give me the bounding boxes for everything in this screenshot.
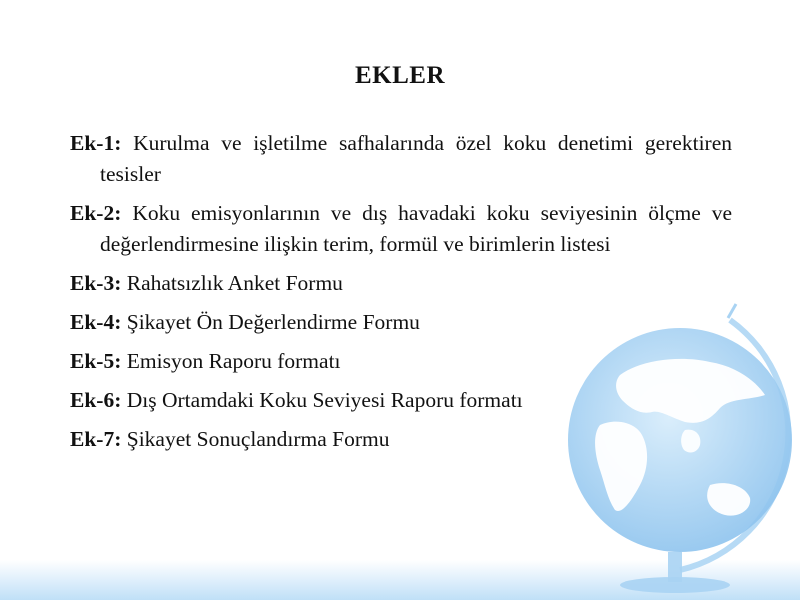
annex-code: Ek-1: (70, 131, 122, 155)
list-item (70, 128, 732, 190)
list-item (70, 346, 732, 377)
annex-list (70, 128, 732, 463)
annex-code: Ek-2: (70, 201, 122, 225)
annex-code: Ek-5: (70, 349, 122, 373)
list-item (70, 268, 732, 299)
list-item (70, 307, 732, 338)
page-title: EKLER (354, 62, 446, 89)
list-item (70, 198, 732, 260)
annex-text: Koku emisyonlarının ve dış havadaki koku seviyesinin ölçme ve değerlendirmesine ilişkin terim, formül ve birimlerin listesi (100, 201, 733, 256)
annex-code: Ek-7: (70, 427, 122, 451)
annex-text: Emisyon Raporu formatı (126, 349, 341, 373)
annex-code: Ek-6: (70, 388, 122, 412)
annex-text: Şikayet Sonuçlandırma Formu (126, 427, 390, 451)
annex-code: Ek-4: (70, 310, 122, 334)
annex-text: Şikayet Ön Değerlendirme Formu (126, 310, 420, 334)
annex-text: Rahatsızlık Anket Formu (126, 271, 343, 295)
list-item (70, 424, 732, 455)
annex-text: Kurulma ve işletilme safhalarında özel koku denetimi gerektiren tesisler (100, 131, 732, 186)
list-item (70, 385, 732, 416)
annex-code: Ek-3: (70, 271, 122, 295)
annex-text: Dış Ortamdaki Koku Seviyesi Raporu formatı (126, 388, 523, 412)
